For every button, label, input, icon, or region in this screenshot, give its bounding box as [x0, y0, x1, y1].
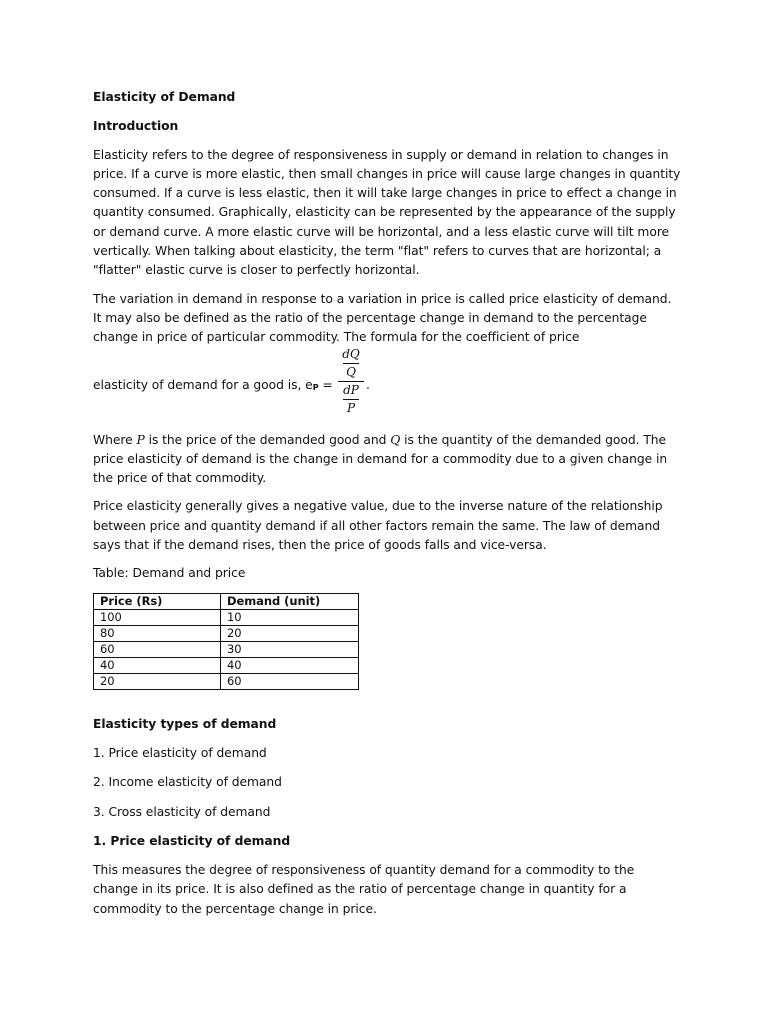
formula-main-bar [338, 381, 364, 382]
elasticity-formula [93, 347, 683, 425]
table-cell-demand: 60 [221, 673, 359, 689]
table-row [94, 641, 359, 657]
table-header-price: Price (Rs) [94, 593, 221, 609]
table-cell-price: 20 [94, 673, 221, 689]
table-cell-demand: 20 [221, 625, 359, 641]
table-row [94, 673, 359, 689]
table-row [94, 609, 359, 625]
table-header-row [94, 593, 359, 609]
paragraph-price-elasticity: The variation in demand in response to a variation in price is called price elasticity of demand. It may also be defined as the ratio of the percentage change in demand to the percentage change in price of particular commodity. The formula for the coefficient of price [93, 291, 672, 345]
formula-lead-text: elasticity of demand for a good is, eP = [93, 377, 333, 392]
table-cell-price: 60 [94, 641, 221, 657]
table-caption: Table: Demand and price [93, 566, 246, 581]
section-heading-price-elasticity: 1. Price elasticity of demand [93, 833, 291, 848]
formula-period: . [366, 377, 370, 392]
paragraph-where: Where P is the price of the demanded good and Q is the quantity of the demanded good. The price elasticity of demand is the change in demand for a commodity due to a given change in the price of that commodity. [93, 432, 668, 486]
table-cell-demand: 40 [221, 657, 359, 673]
list-item: 1. Price elasticity of demand [93, 745, 267, 760]
formula-bottom-denominator: P [346, 400, 356, 415]
variable-p: P [136, 432, 145, 447]
paragraph-price-elasticity-measure: This measures the degree of responsiveness of quantity demand for a commodity to the change in its price. It is also defined as the ratio of percentage change in quantity for a commodity to the percentage change in price. [93, 863, 635, 916]
table-cell-price: 100 [94, 609, 221, 625]
formula-inner-bar [343, 399, 359, 400]
list-item: 3. Cross elasticity of demand [93, 804, 271, 819]
table-cell-price: 40 [94, 657, 221, 673]
demand-price-table [93, 593, 359, 690]
table-cell-price: 80 [94, 625, 221, 641]
document-page [93, 88, 683, 928]
formula-subscript: P [312, 382, 319, 392]
variable-q: Q [390, 432, 401, 447]
table-cell-demand: 30 [221, 641, 359, 657]
formula-fraction [338, 347, 364, 416]
introduction-heading: Introduction [93, 119, 179, 134]
table-row [94, 625, 359, 641]
table-cell-demand: 10 [221, 609, 359, 625]
formula-top-denominator: Q [346, 364, 356, 379]
formula-bottom-numerator: dP [343, 382, 359, 397]
list-item: 2. Income elasticity of demand [93, 775, 282, 790]
document-title: Elasticity of Demand [93, 90, 236, 104]
formula-inner-bar [343, 363, 359, 364]
table-row [94, 657, 359, 673]
types-heading: Elasticity types of demand [93, 716, 277, 731]
table-header-demand: Demand (unit) [221, 593, 359, 609]
formula-top-numerator: dQ [342, 346, 360, 361]
paragraph-negative-value: Price elasticity generally gives a negative value, due to the inverse nature of the relationship between price and quantity demand if all other factors remain the same. The law of demand says that if the demand rises, then the price of goods falls and vice-versa. [93, 499, 663, 553]
paragraph-elasticity-definition: Elasticity refers to the degree of responsiveness in supply or demand in relation to changes in price. If a curve is more elastic, then small changes in price will cause large changes in quantity consumed. If a curve is less elastic, then it will take large changes in price to effect a change in quantity consumed. Graphically, elasticity can be represented by the appearance of the supply or demand curve. A more elastic curve will be horizontal, and a less elastic curve will tilt more vertically. When talking about elasticity, the term "flat" refers to curves that are horizontal; a "flatter" elastic curve is closer to perfectly horizontal. [93, 147, 681, 278]
